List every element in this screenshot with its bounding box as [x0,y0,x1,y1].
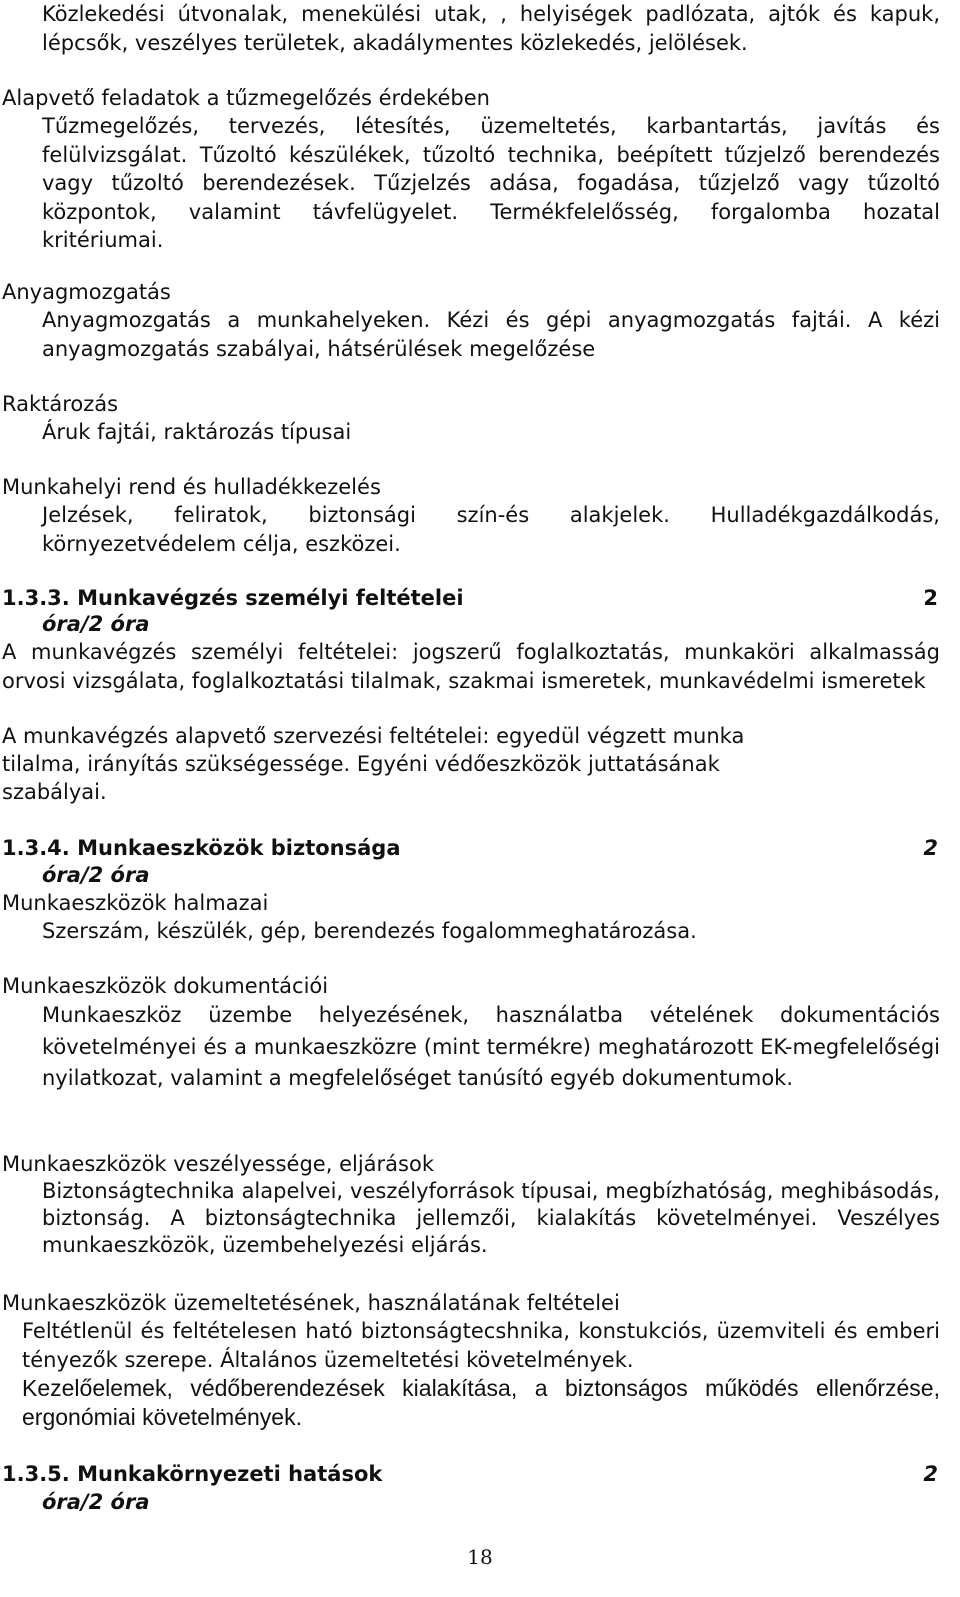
topic-title: Alapvető feladatok a tűzmegelőzés érdekében [2,86,490,110]
section-heading [2,834,938,863]
subtopic-text-continued: Kezelőelemek, védőberendezések kialakítása, a biztonságos működés ellenőrzése, ergonómiai követelmények. [22,1375,940,1430]
section-hours-lead: 2 [923,836,938,860]
section-hours: óra/2 óra [42,612,150,636]
topic-title: Raktározás [2,392,119,416]
section-title: Munkakörnyezeti hatások [77,1462,383,1486]
topic-text: Tűzmegelőzés, tervezés, létesítés, üzemeltetés, karbantartás, javítás és felülvizsgálat. Tűzoltó készülékek, tűzoltó technika, beépített tűzjelző berendezés vagy tűzoltó berendezések. Tűzjelzés adása, fogadása, tűzjelző vagy tűzoltó központok, valamint távfelügyelet. Termékfelelősség, forgalomba hozatal kritériumai. [42,114,940,252]
subtopic-title: Munkaeszközök halmazai [2,891,269,915]
section-paragraph-line: szabályai. [2,780,107,804]
section-number: 1.3.3. [2,586,70,610]
subtopic-title: Munkaeszközök üzemeltetésének, használatának feltételei [2,1291,620,1315]
section-number: 1.3.4. [2,836,70,860]
section-paragraph: A munkavégzés személyi feltételei: jogszerű foglalkoztatás, munkaköri alkalmasság orvosi vizsgálata, foglalkoztatási tilalmak, szakmai ismeretek, munkavédelmi ismeretek [2,640,940,693]
subtopic-text: Szerszám, készülék, gép, berendezés fogalommeghatározása. [42,919,697,943]
section-heading [2,584,938,613]
subtopic-title: Munkaeszközök veszélyessége, eljárások [2,1152,434,1176]
section-paragraph-line: A munkavégzés alapvető szervezési feltételei: egyedül végzett munka [2,724,745,748]
section-hours-lead: 2 [923,1462,938,1486]
topic-text: Jelzések, feliratok, biztonsági szín-és alakjelek. Hulladékgazdálkodás, környezetvédelem célja, eszközei. [42,503,940,556]
page-number: 18 [467,1545,493,1569]
section-title: Munkaeszközök biztonsága [77,836,401,860]
section-title: Munkavégzés személyi feltételei [77,586,464,610]
section-number: 1.3.5. [2,1462,70,1486]
topic-title: Munkahelyi rend és hulladékkezelés [2,475,381,499]
subtopic-text: Munkaeszköz üzembe helyezésének, használatba vételének dokumentációs követelményei és a munkaeszközre (mint termékre) meghatározott EK-megfelelőségi nyilatkozat, valamint a megfelelőséget tanúsító egyéb dokumentumok. [42,1003,940,1090]
section-hours: óra/2 óra [42,863,150,887]
topic-title: Anyagmozgatás [2,280,171,304]
topic-text: Anyagmozgatás a munkahelyeken. Kézi és gépi anyagmozgatás fajtái. A kézi anyagmozgatás szabályai, hátsérülések megelőzése [42,308,940,361]
paragraph-traffic-routes: Közlekedési útvonalak, menekülési utak, , helyiségek padlózata, ajtók és kapuk, lépcsők, veszélyes területek, akadálymentes közlekedés, jelölések. [42,2,940,55]
section-heading [2,1460,938,1489]
section-hours: óra/2 óra [42,1490,150,1514]
section-hours-lead: 2 [923,586,938,610]
subtopic-title: Munkaeszközök dokumentációi [2,974,329,998]
subtopic-text: Feltétlenül és feltételesen ható biztonságtecshnika, konstukciós, üzemviteli és emberi tényezők szerepe. Általános üzemeltetési követelmények. [22,1319,940,1372]
section-paragraph-line: tilalma, irányítás szükségessége. Egyéni védőeszközök juttatásának [2,752,720,776]
topic-text: Áruk fajtái, raktározás típusai [42,420,352,444]
subtopic-text: Biztonságtechnika alapelvei, veszélyforrások típusai, megbízhatóság, meghibásodás, biztonság. A biztonságtechnika jellemzői, kialakítás követelményei. Veszélyes munkaeszközök, üzembehelyezési eljárás. [42,1179,940,1257]
